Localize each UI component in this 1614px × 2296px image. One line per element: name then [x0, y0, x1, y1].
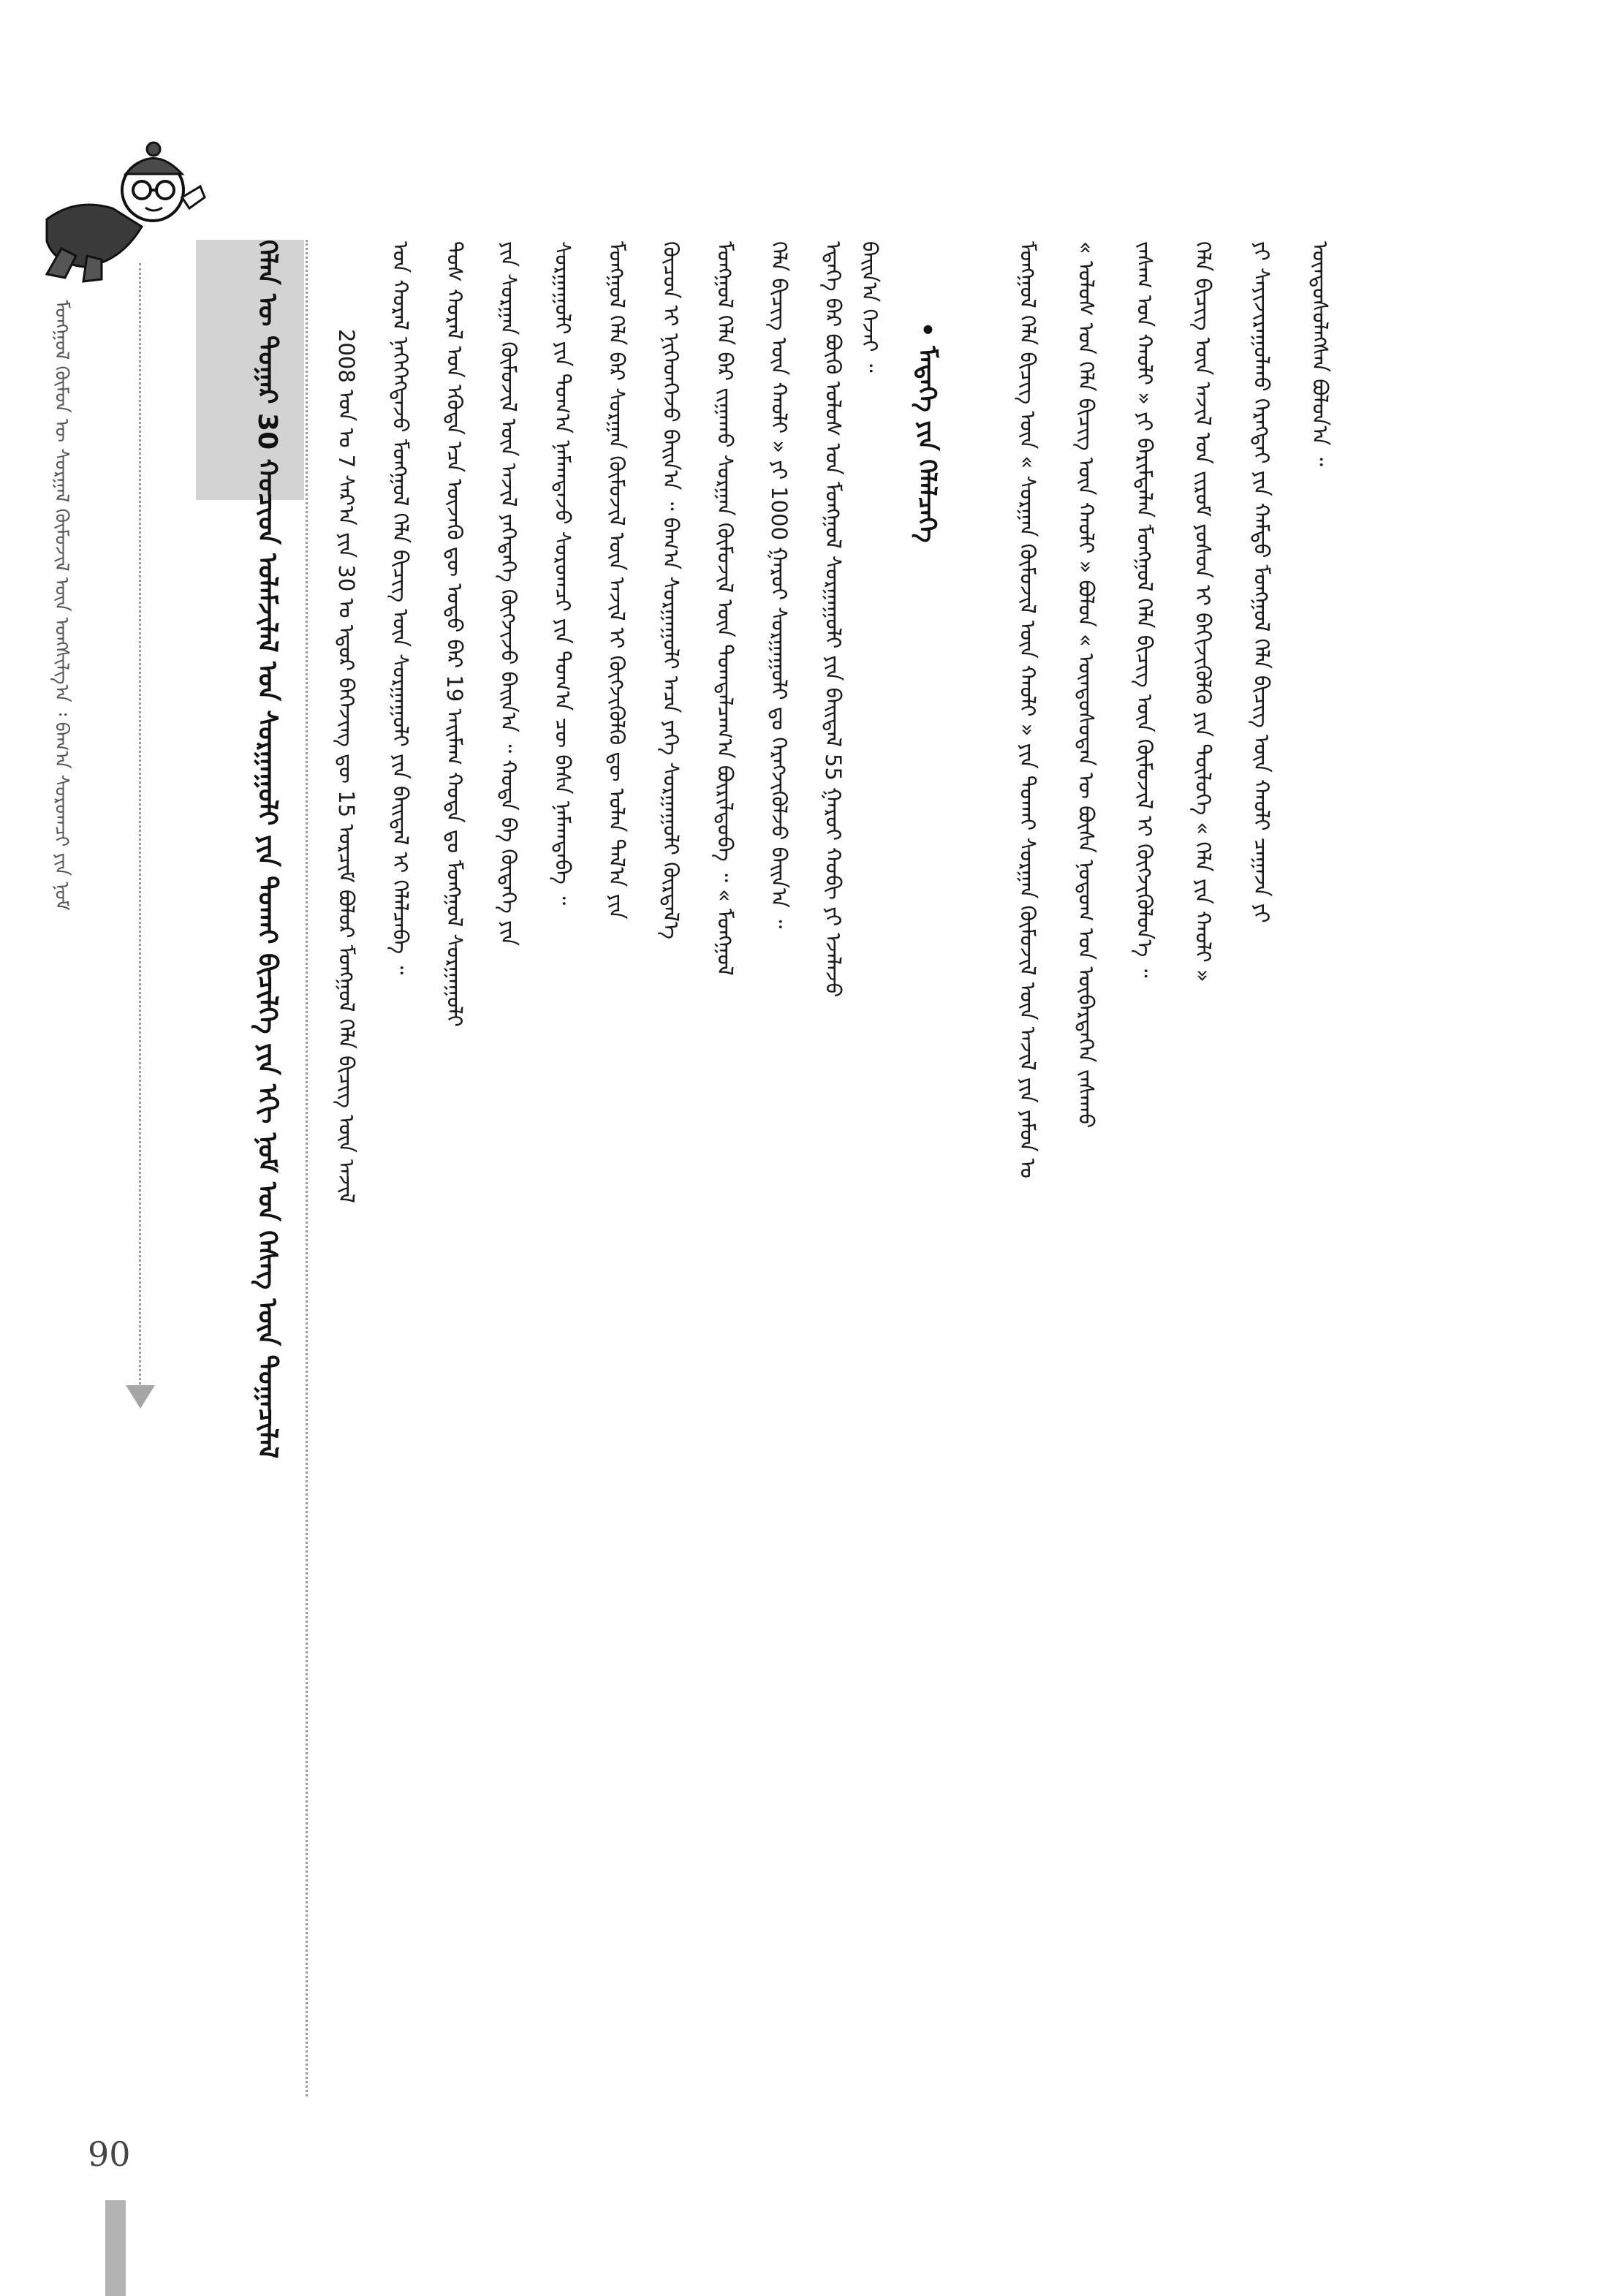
article-line: ᠬᠡᠯᠡ ᠪᠢᠴᠢᠭ ᠦᠨ ᠬᠠᠤᠯᠢ » ᠶᠢ 1000 ᠭᠠᠷᠤᠢ ᠰᠤᠷᠭᠠᠭᠤᠯᠢ ᠳᠤ ᠬᠡᠷᠡᠭᠵᠢᠭᠦᠯᠵᠦ ᠪᠠᠢᠨ᠎ᠠ ᠃	[767, 241, 792, 929]
running-header: ᠮᠣᠩᠭᠣᠯ ᠬᠦᠮᠦᠨ ᠦ ᠰᠤᠷᠭᠠᠯ ᠬᠦᠮᠦᠵᠢᠯ ᠦᠨ ᠤᠩᠰᠢᠯᠭ᠎ᠠ ᠄ ᠪᠠᠭ᠎ᠠ ᠰᠤᠷᠤᠭᠴᠢ ᠶᠢᠨ ᠨᠣᠮ	[50, 300, 72, 911]
article-line: ᠮᠣᠩᠭᠣᠯ ᠬᠡᠯᠡ ᠪᠡᠷ ᠵᠢᠭᠠᠬᠤ ᠰᠤᠷᠭᠠᠨ ᠬᠦᠮᠦᠵᠢᠯ ᠦᠨ ᠲᠣᠭᠲᠠᠯᠴᠠᠭ᠎ᠠ ᠪᠦᠷᠢᠯᠳᠦᠪᠡ ᠃ « ᠮᠣᠩᠭᠣᠯ	[713, 241, 738, 976]
article-line: ᠡᠳᠡᠭᠡ ᠪᠡᠷ ᠪᠦᠬᠦ ᠤᠯᠤᠰ ᠤᠨ ᠮᠣᠩᠭᠣᠯ ᠰᠤᠷᠭᠠᠭᠤᠯᠢ ᠶᠢᠨ ᠪᠠᠢᠳᠠᠯ 55 ᠭᠠᠷᠤᠢ ᠬᠤᠪᠢ ᠶᠢ ᠡᠵᠡᠯᠡᠵᠦ	[821, 241, 846, 998]
article-line: ᠲᠤᠰ ᠬᠤᠷᠠᠯ ᠤᠨ ᠡᠭᠦᠳᠡ ᠡᠴᠡ ᠦᠵᠡᠬᠦ ᠳᠦ ᠣᠳᠣ ᠪᠠᠷ 19 ᠠᠢᠮᠠᠭ ᠬᠣᠲᠠ ᠳᠤ ᠮᠣᠩᠭᠣᠯ ᠰᠤᠷᠭᠠᠭᠤᠯᠢ	[442, 241, 467, 1027]
article-line: ᠮᠣᠩᠭᠣᠯ ᠬᠡᠯᠡ ᠪᠡᠷ ᠰᠤᠷᠭᠠᠨ ᠬᠦᠮᠦᠵᠢᠯ ᠦᠨ ᠠᠵᠢᠯ ᠢ ᠬᠥᠭᠵᠢᠭᠦᠯᠬᠦ ᠳᠦ ᠣᠯᠠᠨ ᠲᠠᠯ᠎ᠠ ᠶᠢᠨ	[605, 241, 629, 920]
article-line: ᠶᠢᠨ ᠰᠤᠷᠭᠠᠨ ᠬᠦᠮᠦᠵᠢᠯ ᠦᠨ ᠠᠵᠢᠯ ᠶᠡᠬᠡᠳᠡᠭᠡ ᠬᠥᠭᠵᠢᠵᠦ ᠪᠠᠢᠨ᠎ᠠ ᠃ ᠬᠣᠲᠠ ᠪᠠ ᠬᠥᠳᠡᠭᠡ ᠶᠢᠨ	[496, 241, 521, 947]
article-line: ᠤᠨ ᠬᠤᠷᠠᠯ ᠨᠡᠭᠡᠭᠡᠭᠳᠡᠵᠦ ᠮᠣᠩᠭᠣᠯ ᠬᠡᠯᠡ ᠪᠢᠴᠢᠭ ᠦᠨ ᠰᠤᠷᠭᠠᠭᠤᠯᠢ ᠶᠢᠨ ᠪᠠᠢᠳᠠᠯ ᠢ ᠬᠡᠯᠡᠯᠴᠡᠪᠡ ᠃	[388, 241, 413, 975]
triangle-marker-icon	[126, 1385, 155, 1409]
article-line: 2008 ᠣᠨ ᠤ 7 ᠰᠠᠷ᠎ᠠ ᠶᠢᠨ 30 ᠤ ᠡᠳᠦᠷ ᠪᠡᠭᠡᠵᠢᠩ ᠳᠦ 15 ᠣᠷᠴᠢᠮ ᠪᠣᠯᠤᠷ ᠮᠣᠩᠭᠣᠯ ᠬᠡᠯᠡ ᠪᠢᠴᠢᠭ ᠦᠨ ᠠᠵᠢᠯ	[334, 329, 359, 1203]
article-line: ᠬᠦᠴᠦᠨ ᠢ ᠨᠢᠭᠡᠳᠭᠡᠵᠦ ᠪᠠᠢᠨ᠎ᠠ ᠃ ᠪᠠᠭ᠎ᠠ ᠰᠤᠷᠭᠠᠭᠤᠯᠢ ᠠᠴᠠ ᠶᠡᠬᠡ ᠰᠤᠷᠭᠠᠭᠤᠯᠢ ᠬᠦᠷᠲᠡᠯ᠎ᠡ	[659, 241, 683, 939]
page-edge-tab	[105, 2200, 126, 2296]
paragraph-line: ᠵᠠᠰᠠᠭ ᠤᠨ ᠬᠠᠤᠯᠢ » ᠶᠢ ᠪᠠᠷᠢᠮᠲᠠᠯᠠᠨ ᠮᠣᠩᠭᠣᠯ ᠬᠡᠯᠡ ᠪᠢᠴᠢᠭ ᠦᠨ ᠬᠦᠮᠦᠵᠢᠯ ᠢ ᠬᠥᠭᠵᠢᠭᠦᠯᠦᠨ᠎ᠡ ᠃	[1132, 241, 1157, 978]
article-line: ᠪᠠᠢᠨ᠎ᠠ ᠭᠡᠵᠡᠢ ᠃	[857, 241, 882, 373]
paragraph-line: ᠶᠢ ᠰᠠᠶᠢᠵᠢᠷᠠᠭᠤᠯᠬᠤ ᠬᠡᠷᠡᠭᠲᠡᠢ ᠶᠢᠨ ᠬᠠᠮᠲᠤ ᠮᠣᠩᠭᠣᠯ ᠬᠡᠯᠡ ᠪᠢᠴᠢᠭ ᠦᠨ ᠬᠠᠤᠯᠢ ᠴᠠᠭᠠᠵᠠ ᠶᠢ	[1249, 241, 1274, 923]
paragraph-line: « ᠤᠯᠤᠰ ᠤᠨ ᠬᠡᠯᠡ ᠪᠢᠴᠢᠭ ᠦᠨ ᠬᠠᠤᠯᠢ » ᠪᠣᠯᠤᠨ « ᠦᠨᠳᠦᠰᠦᠲᠡᠨ ᠦ ᠪᠦᠰᠡ ᠨᠤᠲᠤᠭ ᠤᠨ ᠥᠪᠡᠷᠲᠡᠭᠡᠨ ᠵᠠᠰᠠᠬᠤ	[1074, 241, 1099, 1129]
section-title: ᠬᠡᠯᠡᠨ ᠦ ᠳᠤᠭᠠᠷ 30 ᠬᠣᠴᠢᠳ ᠤᠯᠠᠮᠵᠢᠯᠠᠯ ᠤᠨ ᠰᠤᠷᠭᠠᠭᠤᠯᠢ ᠶᠢᠨ ᠲᠤᠬᠠᠢ ᠪᠢᠴᠢᠯᠭᠡ ᠶᠢᠨ ᠡᠬᠢ ᠨᠣᠮ ᠤᠨ ᠬᠡᠰᠡᠭ ᠦᠨ ᠲᠣᠭᠠᠴᠢᠯᠠᠯ	[252, 240, 282, 1459]
paragraph-line: ᠮᠣᠩᠭᠣᠯ ᠬᠡᠯᠡ ᠪᠢᠴᠢᠭ ᠦᠨ « ᠰᠤᠷᠭᠠᠨ ᠬᠦᠮᠦᠵᠢᠯ ᠦᠨ ᠬᠠᠤᠯᠢ » ᠶᠢᠨ ᠲᠤᠬᠠᠢ ᠰᠤᠷᠭᠠᠨ ᠬᠦᠮᠦᠵᠢᠯ ᠦᠨ ᠠᠵᠢᠯ ᠶᠢᠨ ᠶᠠᠮᠤᠨ ᠤ	[1015, 241, 1040, 1178]
article-line: ᠰᠤᠷᠭᠠᠭᠤᠯᠢ ᠶᠢᠨ ᠲᠣᠭ᠎ᠠ ᠨᠡᠮᠡᠭ᠍ᠳᠡᠵᠦ ᠰᠤᠷᠤᠭᠴᠢ ᠶᠢᠨ ᠲᠣᠭ᠎ᠠ ᠴᠦ ᠪᠠᠰᠠ ᠨᠡᠮᠡᠭ᠍ᠳᠡᠪᠡ ᠃	[550, 241, 575, 906]
paragraph-line: ᠬᠡᠯᠡ ᠪᠢᠴᠢᠭ ᠦᠨ ᠠᠵᠢᠯ ᠤᠨ ᠵᠢᠷᠤᠮ ᠶᠣᠰᠤᠨ ᠢ ᠪᠡᠬᠢᠵᠢᠭᠦᠯᠬᠦ ᠶᠢᠨ ᠲᠦᠯᠦᠭᠡ « ᠬᠡᠯᠡ ᠶᠢᠨ ᠬᠠᠤᠯᠢ »	[1191, 241, 1216, 982]
title-divider	[306, 240, 308, 2096]
mascot-student-illustration	[32, 117, 208, 285]
paragraph-line: ᠦᠨᠳᠦᠰᠦᠯᠡᠭᠰᠡᠨ ᠪᠣᠯᠤᠨ᠎ᠠ ᠃	[1308, 241, 1333, 466]
header-divider	[139, 263, 141, 1389]
column-heading: • ᠮᠡᠳᠡᠭᠡ ᠶᠢᠨ ᠬᠡᠯᠡᠯᠴᠡᠭᠡ	[912, 322, 942, 543]
page-number: 90	[88, 2134, 131, 2174]
